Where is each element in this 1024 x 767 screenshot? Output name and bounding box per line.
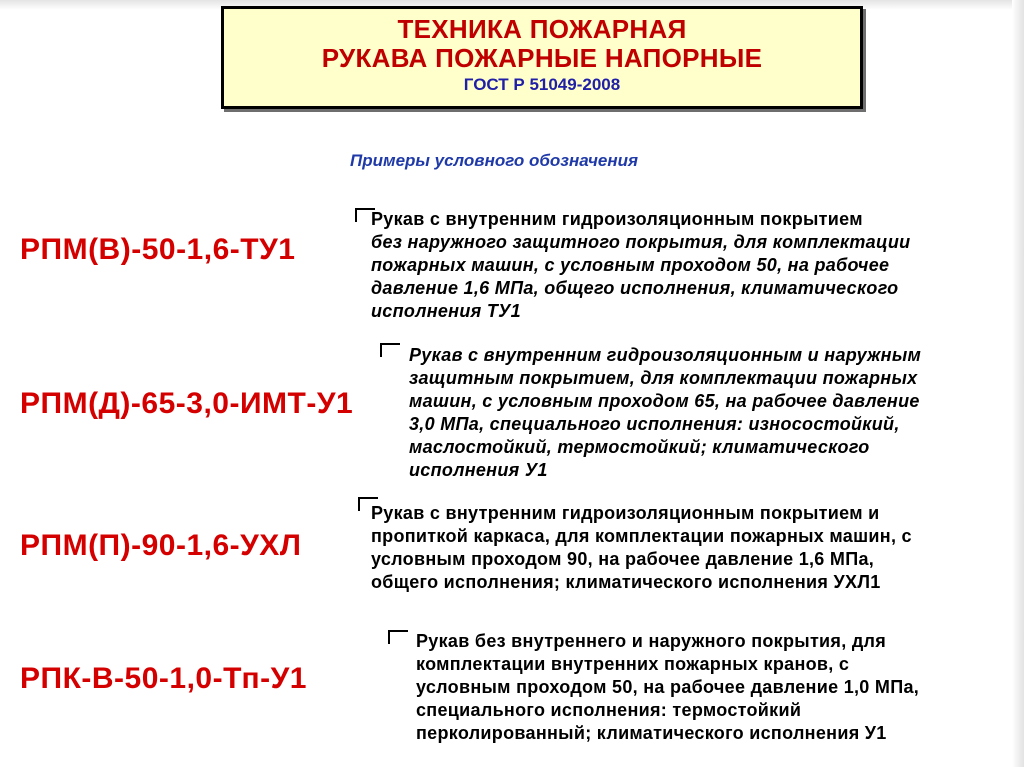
- designation-code-3: РПМ(П)-90-1,6-УХЛ: [20, 529, 302, 562]
- designation-code-4: РПК-В-50-1,0-Тп-У1: [20, 662, 307, 695]
- standard-number: ГОСТ Р 51049-2008: [463, 75, 621, 94]
- description-line: давление 1,6 МПа, общего исполнения, климатического: [371, 278, 899, 298]
- designation-code-2: РПМ(Д)-65-3,0-ИМТ-У1: [20, 387, 354, 420]
- designation-description-4: [416, 630, 919, 745]
- description-line: 3,0 МПа, специального исполнения: износостойкий,: [409, 414, 900, 434]
- description-line: условным проходом 50, на рабочее давление 1,0 МПа,: [416, 677, 920, 697]
- description-line: Рукав с внутренним гидроизоляционным покрытием и: [371, 503, 880, 523]
- description-line: маслостойкий, термостойкий; климатического: [409, 437, 870, 457]
- description-line: исполнения ТУ1: [371, 301, 521, 321]
- description-line: защитным покрытием, для комплектации пожарных: [409, 368, 918, 388]
- title-line-2: РУКАВА ПОЖАРНЫЕ НАПОРНЫЕ: [321, 43, 763, 73]
- title-box: [221, 6, 863, 109]
- description-line: исполнения У1: [409, 460, 548, 480]
- slide-right-shadow: [1012, 0, 1024, 767]
- description-line: Рукав с внутренним гидроизоляционным и наружным: [409, 345, 922, 365]
- description-line: комплектации внутренних пожарных кранов, с: [416, 654, 850, 674]
- designation-code-1: РПМ(В)-50-1,6-ТУ1: [20, 233, 296, 266]
- designation-description-3: [371, 502, 912, 594]
- description-line: Рукав с внутренним гидроизоляционным покрытием: [371, 209, 863, 229]
- description-line: перколированный; климатического исполнения У1: [416, 723, 887, 743]
- description-line: машин, с условным проходом 65, на рабочее давление: [409, 391, 920, 411]
- description-line: пожарных машин, с условным проходом 50, на рабочее: [371, 255, 890, 275]
- description-line: условным проходом 90, на рабочее давление 1,6 МПа,: [371, 549, 875, 569]
- designation-description-2: [409, 344, 921, 482]
- bracket-mark-2: [380, 343, 400, 357]
- description-line: Рукав без внутреннего и наружного покрытия, для: [416, 631, 887, 651]
- description-line: специального исполнения: термостойкий: [416, 700, 802, 720]
- description-line: пропиткой каркаса, для комплектации пожарных машин, с: [371, 526, 912, 546]
- description-line: без наружного защитного покрытия, для комплектации: [371, 232, 911, 252]
- subtitle: Примеры условного обозначения: [350, 151, 639, 170]
- bracket-mark-4: [388, 630, 408, 644]
- description-line: общего исполнения; климатического исполнения УХЛ1: [371, 572, 881, 592]
- designation-description-1: [371, 208, 910, 323]
- title-line-1: ТЕХНИКА ПОЖАРНАЯ: [397, 14, 687, 44]
